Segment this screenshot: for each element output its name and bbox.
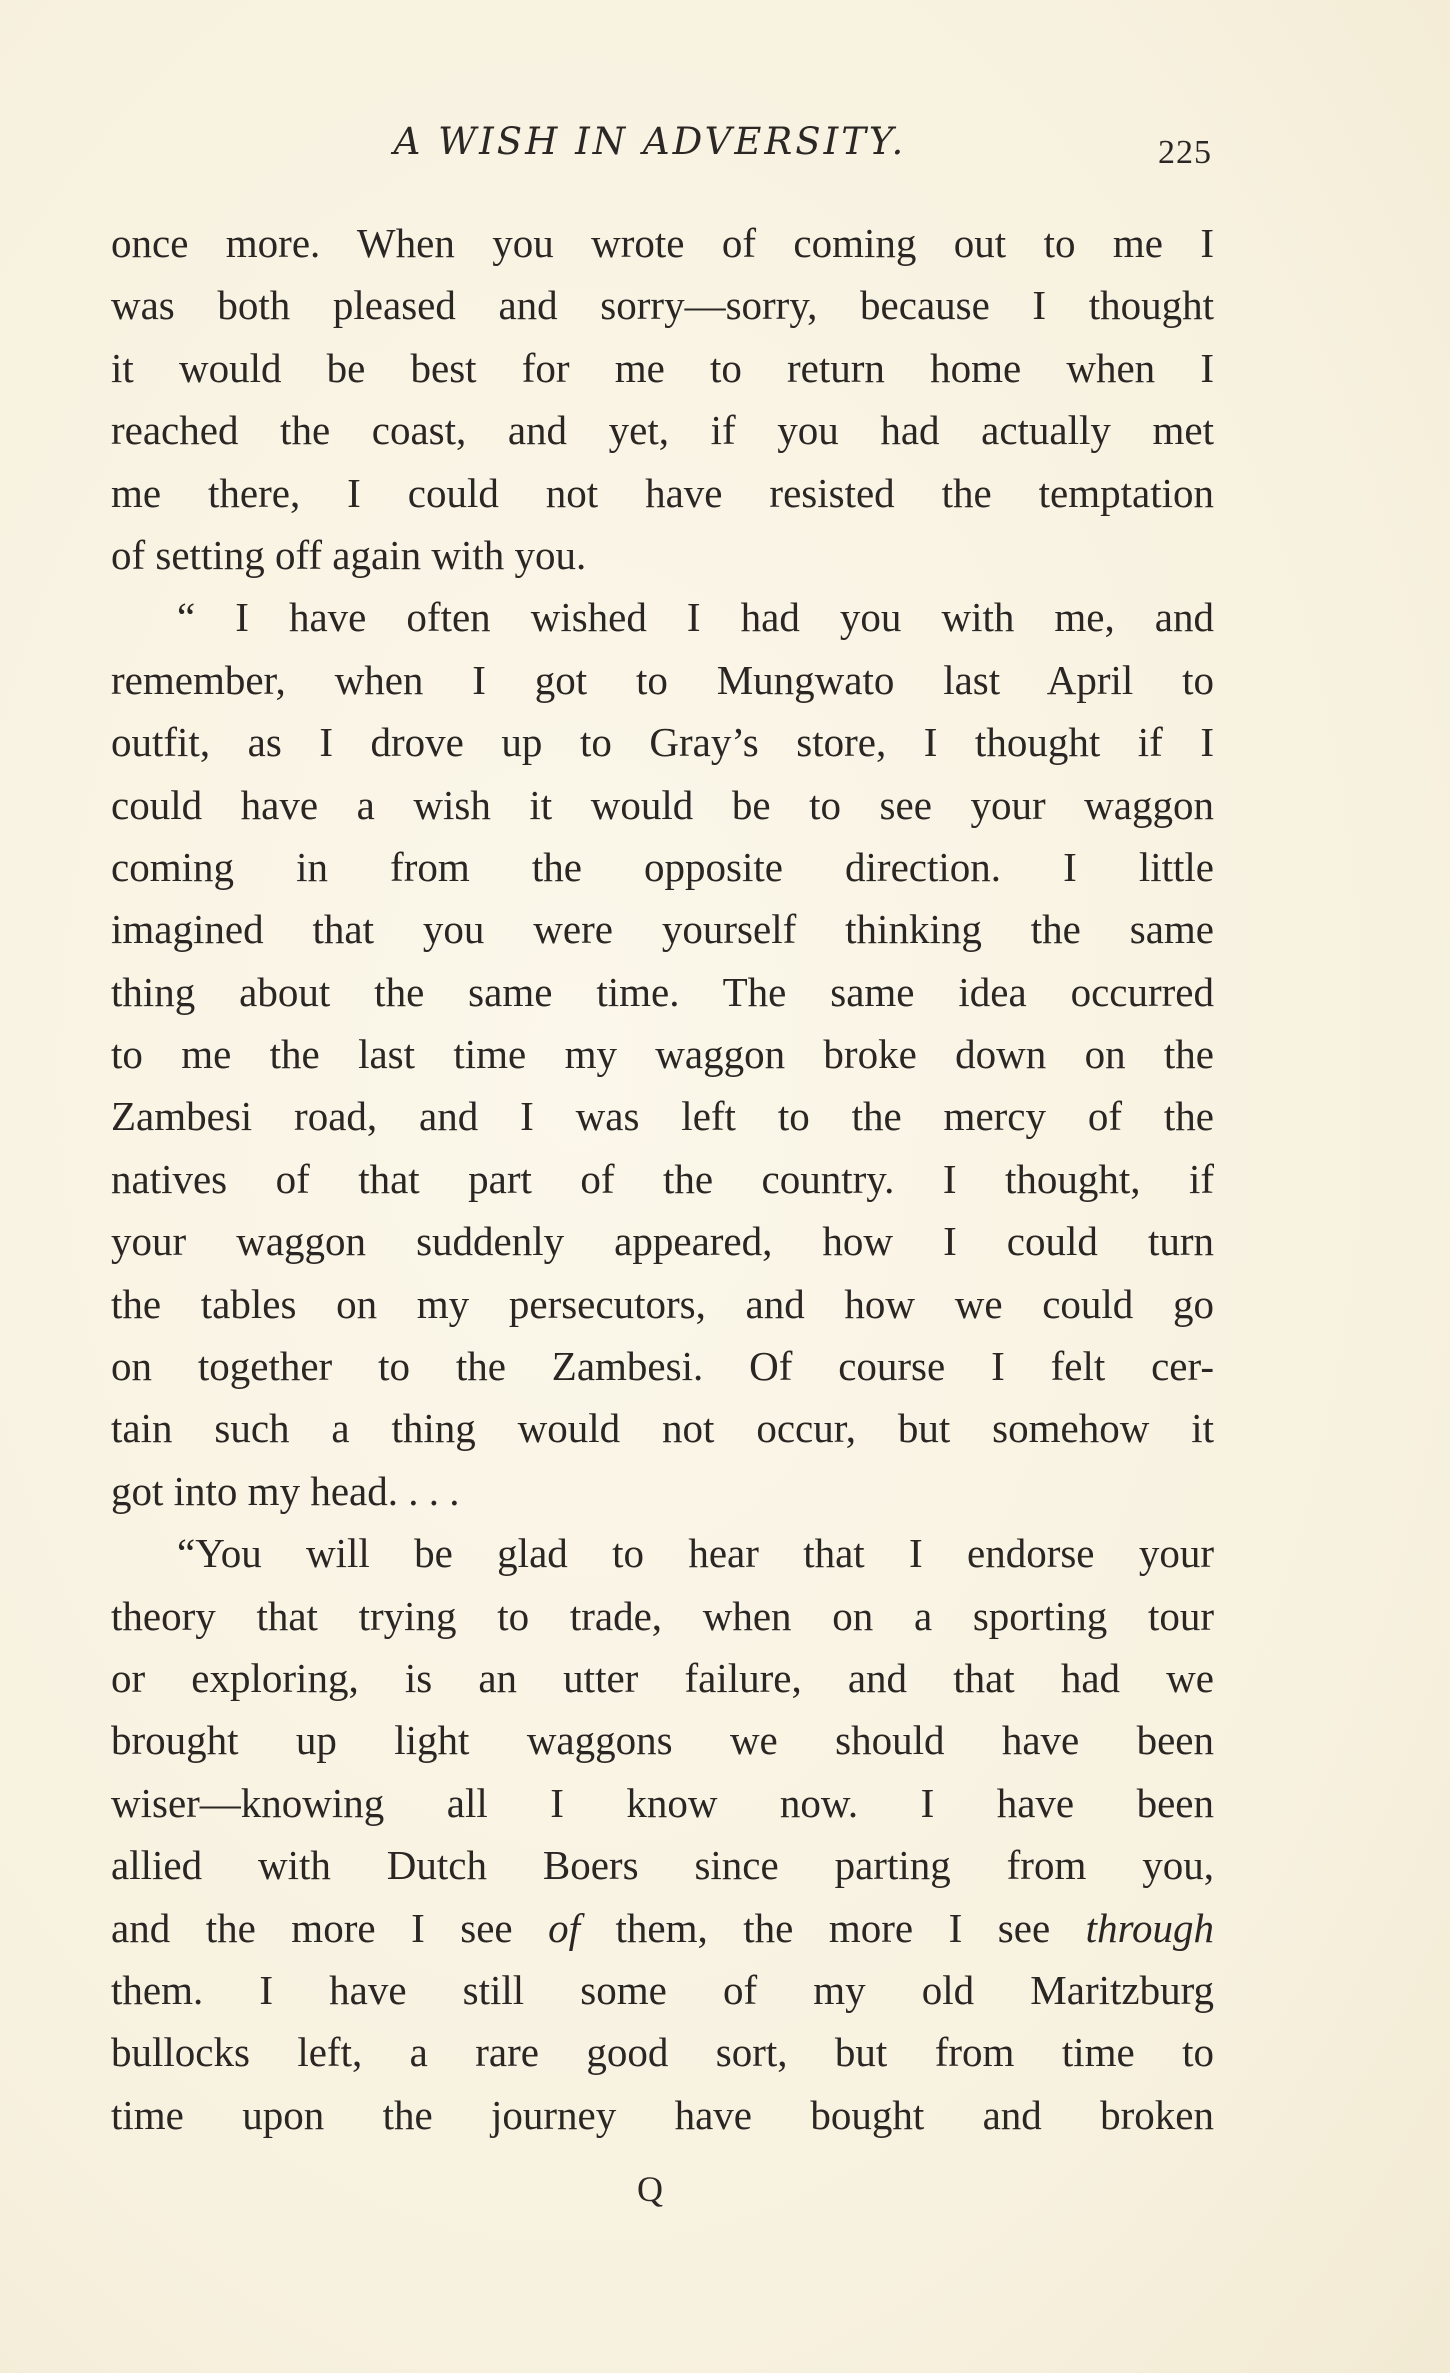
text-line: could have a wish it would be to see your waggon <box>111 781 1214 828</box>
text-line: your waggon suddenly appeared, how I could turn <box>111 1218 1214 1265</box>
text-line: me there, I could not have resisted the temptation <box>111 469 1214 516</box>
text-line: or exploring, is an utter failure, and that had we <box>111 1654 1214 1701</box>
text-line: on together to the Zambesi. Of course I felt cer- <box>111 1343 1214 1390</box>
text-line: was both pleased and sorry—sorry, because I thought <box>111 282 1214 329</box>
text-line: theory that trying to trade, when on a sporting tour <box>111 1592 1214 1639</box>
text-run: and the more I see <box>111 1904 549 1951</box>
text-line <box>111 1897 1214 1959</box>
italic-word: of <box>548 1904 581 1951</box>
running-title: A WISH IN ADVERSITY. <box>393 120 907 163</box>
text-line: them. I have still some of my old Maritzburg <box>111 1966 1214 2013</box>
text-line: it would be best for me to return home when I <box>111 344 1214 391</box>
page-number: 225 <box>1158 134 1212 171</box>
body-text <box>111 212 1214 2146</box>
text-line: of setting off again with you. <box>111 531 587 578</box>
text-line: “ I have often wished I had you with me, and <box>177 594 1214 641</box>
text-line: allied with Dutch Boers since parting from you, <box>111 1842 1214 1889</box>
text-line: remember, when I got to Mungwato last April to <box>111 656 1214 703</box>
text-line: once more. When you wrote of coming out to me I <box>111 220 1214 266</box>
text-line: imagined that you were yourself thinking the same <box>111 906 1214 953</box>
text-line: natives of that part of the country. I thought, if <box>111 1155 1214 1202</box>
text-run: them, the more I see <box>580 1904 1086 1951</box>
italic-word: through <box>1085 1904 1214 1951</box>
text-line: to me the last time my waggon broke down on the <box>111 1031 1214 1078</box>
text-line: bullocks left, a rare good sort, but from time to <box>111 2029 1214 2076</box>
text-line: brought up light waggons we should have been <box>111 1717 1214 1764</box>
text-line: got into my head. . . . <box>111 1467 460 1514</box>
text-line: reached the coast, and yet, if you had actually met <box>111 407 1214 454</box>
text-line: “You will be glad to hear that I endorse your <box>177 1530 1214 1577</box>
text-line: the tables on my persecutors, and how we could go <box>111 1280 1214 1327</box>
text-line: coming in from the opposite direction. I little <box>111 843 1214 890</box>
text-line: Zambesi road, and I was left to the mercy of the <box>111 1093 1214 1140</box>
text-line: outfit, as I drove up to Gray’s store, I thought if I <box>111 719 1214 766</box>
text-line: time upon the journey have bought and broken <box>111 2091 1214 2138</box>
text-line: thing about the same time. The same idea occurred <box>111 968 1214 1015</box>
text-line: wiser—knowing all I know now. I have been <box>111 1779 1214 1826</box>
text-line: tain such a thing would not occur, but somehow it <box>111 1405 1214 1452</box>
signature-mark: Q <box>637 2169 663 2209</box>
